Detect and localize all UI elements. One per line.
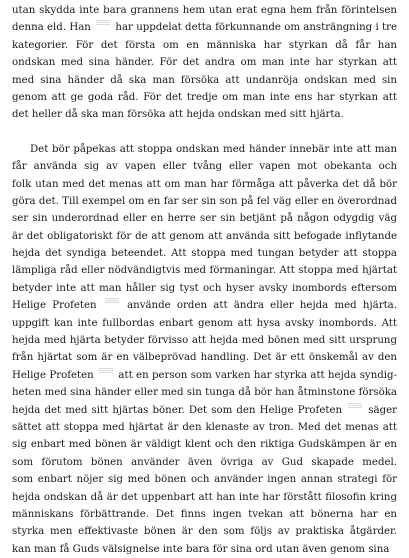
text-line: hejda med hjärta betyder förvisso att hejda med bönen med sitt ursprung [12,335,397,347]
paragraph [12,2,397,124]
text-line: får använda sig av vapen eller tvång eller vapen mot obekanta och [12,161,397,173]
text-line: genom att ge goda råd. För det tredje om man inte ens har styrkan att [12,91,397,103]
text-line: heten med sina händer eller med sin tunga då bör han åtminstone försöka [12,387,397,399]
paragraph [12,141,397,558]
text-line: hejda ondskan då är det uppenbart att han inte har förstått filosofin kring [12,491,397,503]
text-line: folk utan med det menas att om man har förmåga att påverka det då bör [12,178,397,190]
text-line: det heller då ska man försöka att hejda ondskan med sitt hjärta. [12,109,344,121]
text-line: sig enbart med bönen är väldigt klent och den riktiga Gudskämpen är en [12,439,397,451]
text-line: kategorier. För det första om en människa har styrkan då får han [12,39,397,51]
text-line: med sina händer då ska man försöka att undanröja ondskan med sin [12,74,397,86]
text-line: Det bör påpekas att stoppa ondskan med händer innebär inte att man [30,143,397,155]
text-line: är det obligatoriskt för de att genom att använda sitt befogade inflytande [12,230,397,242]
text-line: denna eld. Han har uppdelat detta förkunnande om ansträngning i tre [12,22,397,34]
text-line: sättet att stoppa med hjärtat är den klenaste av tron. Med det menas att [12,422,397,433]
honorific-mark-icon [348,403,362,409]
honorific-mark-icon [105,298,119,304]
text-line: som förutom bönen använder även övriga av Gud skapade medel. [12,456,397,468]
text-line: göra det. Till exempel om en far ser sin son på fel väg eller en överordnad [12,195,397,207]
text-line: utan skydda inte bara grannens hem utan erat egna hem från förintelsen [12,5,397,16]
text-line: som enbart nöjer sig med bönen och använder ingen annan strategi för [12,474,397,486]
text-line: uppgift kan inte fullbordas enbart genom att hysa avsky inombords. Att [12,317,397,329]
text-line: kan man få Guds välsignelse inte bara för sina ord utan även genom sina [12,543,390,555]
text-line: ser sin underordnad eller en herre ser sin betjänt på någon odygdig väg [12,213,397,225]
text-line: Helige Profeten använde orden att ändra eller hejda med hjärta. [12,300,397,312]
text-line: betyder inte att man håller sig tyst och hyser avsky inombords eftersom [12,282,397,294]
honorific-mark-icon [96,20,110,26]
text-line: människans förbättrande. Det finns ingen tvekan att bönerna har en [12,508,397,520]
text-line: Helige Profeten att en person som varken har styrka att hejda syndig- [12,369,397,381]
text-line: hejda det syndiga beteendet. Att stoppa med tungan betyder att stoppa [12,248,397,260]
paragraph-gap [12,124,397,141]
text-line: hejda det med sitt hjärtas böner. Det som den Helige Profeten säger [12,404,397,416]
text-line: styrka men effektivaste bönen är den som följs av praktiska åtgärder. [12,526,397,538]
text-line: ondskan med sina händer. För det andra om man inte har styrkan att [12,57,397,69]
text-line: från hjärtat som är en välbeprövad handling. Det är ett önskemål av den [12,352,397,364]
honorific-mark-icon [99,368,113,374]
text-line: lämpliga råd eller nödvändigtvis med förmaningar. Att stoppa med hjärtat [12,265,397,277]
